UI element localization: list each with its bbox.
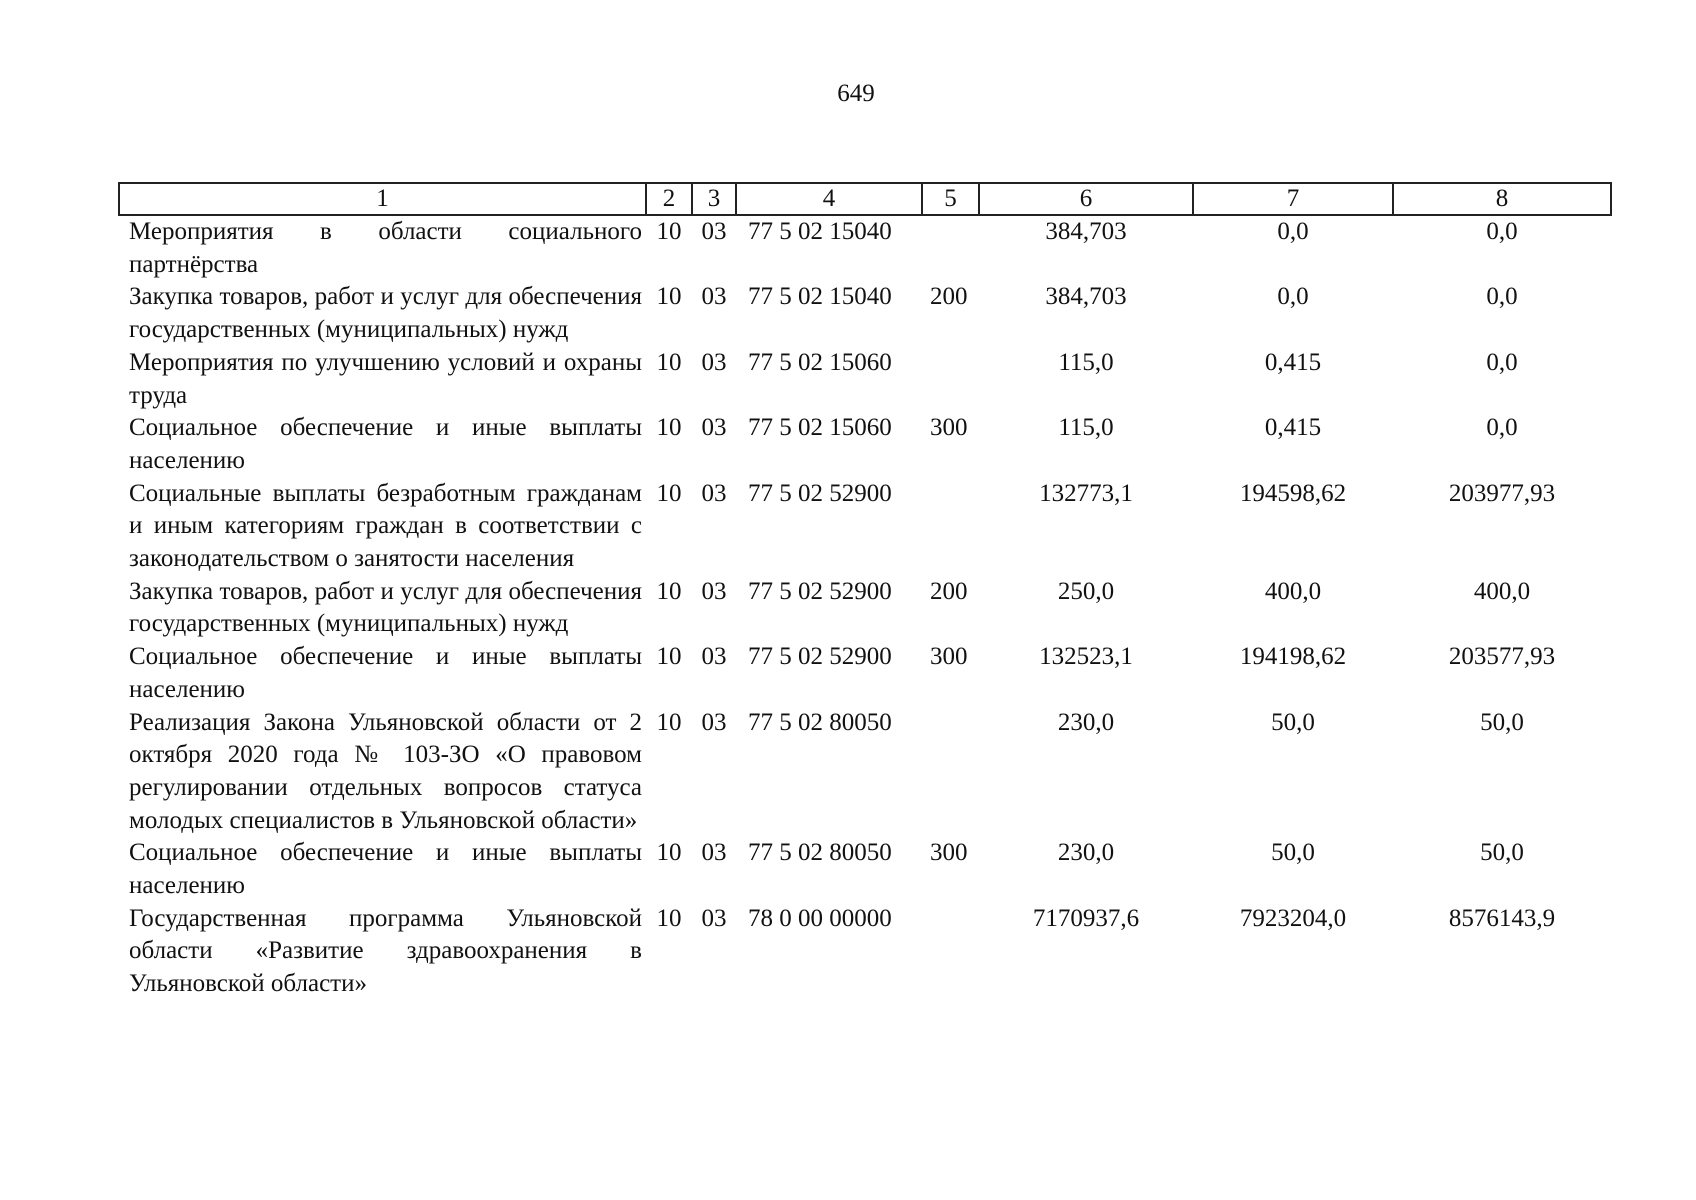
row-name-cell: Социальное обеспечение и иные выплаты населению <box>129 414 642 474</box>
target-article-cell: 78 0 00 00000 <box>748 904 892 932</box>
subsection-code-cell: 03 <box>701 348 727 376</box>
expense-type-cell <box>922 903 979 1001</box>
table-row <box>119 347 1611 412</box>
subsection-code-cell: 03 <box>701 479 727 507</box>
section-code-cell: 10 <box>656 708 682 736</box>
amount-col6-cell: 115,0 <box>1058 348 1114 376</box>
amount-col7-cell: 0,415 <box>1264 348 1322 376</box>
amount-col6-cell: 115,0 <box>1058 414 1114 442</box>
amount-col7-cell: 50,0 <box>1271 839 1315 867</box>
table-row <box>119 641 1611 706</box>
amount-col8-cell: 400,0 <box>1473 577 1531 605</box>
column-header: 2 <box>646 183 692 215</box>
expense-type-cell: 200 <box>930 283 968 311</box>
row-name-cell: Мероприятия в области социального партнёрства <box>129 218 642 278</box>
row-name-cell: Социальное обеспечение и иные выплаты населению <box>129 643 642 703</box>
target-article-cell: 77 5 02 52900 <box>748 479 892 507</box>
subsection-code-cell: 03 <box>701 904 727 932</box>
amount-col6-cell: 384,703 <box>1045 283 1127 311</box>
column-header: 8 <box>1393 183 1611 215</box>
section-code-cell: 10 <box>656 904 682 932</box>
subsection-code-cell: 03 <box>701 708 727 736</box>
amount-col7-cell: 0,0 <box>1277 283 1309 311</box>
amount-col8-cell: 50,0 <box>1480 839 1524 867</box>
section-code-cell: 10 <box>656 283 682 311</box>
amount-col8-cell: 8576143,9 <box>1448 904 1556 932</box>
amount-col6-cell: 132523,1 <box>1039 643 1133 671</box>
section-code-cell: 10 <box>656 414 682 442</box>
row-name-cell: Реализация Закона Ульяновской области от 2 октября 2020 года № 103-ЗО «О правовом регулировании отдельных вопросов статуса молодых специалистов в Ульяновской области» <box>129 708 642 834</box>
expense-type-cell <box>922 478 979 576</box>
target-article-cell: 77 5 02 15060 <box>748 348 892 376</box>
amount-col6-cell: 7170937,6 <box>1032 904 1140 932</box>
section-code-cell: 10 <box>656 577 682 605</box>
amount-col7-cell: 7923204,0 <box>1239 904 1347 932</box>
subsection-code-cell: 03 <box>701 218 727 245</box>
row-name-cell: Закупка товаров, работ и услуг для обеспечения государственных (муниципальных) нужд <box>129 283 642 344</box>
column-header: 5 <box>922 183 979 215</box>
table-row <box>119 215 1611 281</box>
column-header: 4 <box>736 183 922 215</box>
header-row <box>119 183 1611 215</box>
subsection-code-cell: 03 <box>701 577 727 605</box>
expense-type-cell <box>922 347 979 412</box>
expense-type-cell: 300 <box>930 643 968 671</box>
row-name-cell: Социальные выплаты безработным гражданам и иным категориям граждан в соответствии с законодательством о занятости населения <box>129 479 642 573</box>
target-article-cell: 77 5 02 52900 <box>748 643 892 671</box>
table-row <box>119 281 1611 346</box>
subsection-code-cell: 03 <box>701 643 727 671</box>
subsection-code-cell: 03 <box>701 414 727 442</box>
amount-col8-cell: 0,0 <box>1486 218 1518 245</box>
amount-col6-cell: 250,0 <box>1057 577 1115 605</box>
expense-type-cell <box>922 215 979 281</box>
expense-type-cell: 200 <box>930 577 968 605</box>
row-name-cell: Государственная программа Ульяновской области «Развитие здравоохранения в Ульяновской области» <box>129 904 642 998</box>
amount-col6-cell: 230,0 <box>1057 708 1115 736</box>
target-article-cell: 77 5 02 15040 <box>748 218 892 245</box>
target-article-cell: 77 5 02 15040 <box>748 283 892 311</box>
row-name-cell: Социальное обеспечение и иные выплаты населению <box>129 839 642 900</box>
target-article-cell: 77 5 02 15060 <box>748 414 892 442</box>
table-row <box>119 576 1611 641</box>
amount-col7-cell: 194198,62 <box>1239 643 1347 671</box>
amount-col6-cell: 230,0 <box>1057 839 1115 867</box>
amount-col8-cell: 203977,93 <box>1448 479 1556 507</box>
amount-col7-cell: 400,0 <box>1264 577 1322 605</box>
target-article-cell: 77 5 02 80050 <box>748 839 892 867</box>
expense-type-cell: 300 <box>930 414 968 442</box>
amount-col7-cell: 0,415 <box>1264 414 1322 442</box>
amount-col6-cell: 132773,1 <box>1039 479 1133 507</box>
section-code-cell: 10 <box>656 839 682 867</box>
target-article-cell: 77 5 02 52900 <box>748 577 892 605</box>
table-row <box>119 903 1611 1001</box>
table-row <box>119 412 1611 477</box>
amount-col6-cell: 384,703 <box>1045 218 1127 245</box>
amount-col8-cell: 50,0 <box>1480 708 1524 736</box>
amount-col8-cell: 0,0 <box>1486 348 1518 376</box>
table-row <box>119 478 1611 576</box>
expense-type-cell: 300 <box>930 839 968 867</box>
column-header: 3 <box>692 183 736 215</box>
budget-table <box>118 182 1612 1001</box>
amount-col7-cell: 0,0 <box>1277 218 1309 245</box>
column-header: 1 <box>119 183 646 215</box>
amount-col8-cell: 203577,93 <box>1448 643 1556 671</box>
budget-table-wrapper <box>118 182 1610 1001</box>
amount-col8-cell: 0,0 <box>1486 283 1518 311</box>
section-code-cell: 10 <box>656 218 682 245</box>
column-header: 7 <box>1193 183 1393 215</box>
row-name-cell: Мероприятия по улучшению условий и охраны труда <box>129 348 642 409</box>
amount-col7-cell: 194598,62 <box>1239 479 1347 507</box>
subsection-code-cell: 03 <box>701 839 727 867</box>
column-header: 6 <box>979 183 1193 215</box>
page-number: 649 <box>837 80 875 107</box>
amount-col7-cell: 50,0 <box>1271 708 1315 736</box>
target-article-cell: 77 5 02 80050 <box>748 708 892 736</box>
expense-type-cell <box>922 707 979 838</box>
section-code-cell: 10 <box>656 643 682 671</box>
table-row <box>119 837 1611 902</box>
subsection-code-cell: 03 <box>701 283 727 311</box>
row-name-cell: Закупка товаров, работ и услуг для обеспечения государственных (муниципальных) нужд <box>129 577 642 638</box>
table-row <box>119 707 1611 838</box>
amount-col8-cell: 0,0 <box>1486 414 1518 442</box>
section-code-cell: 10 <box>656 348 682 376</box>
section-code-cell: 10 <box>656 479 682 507</box>
